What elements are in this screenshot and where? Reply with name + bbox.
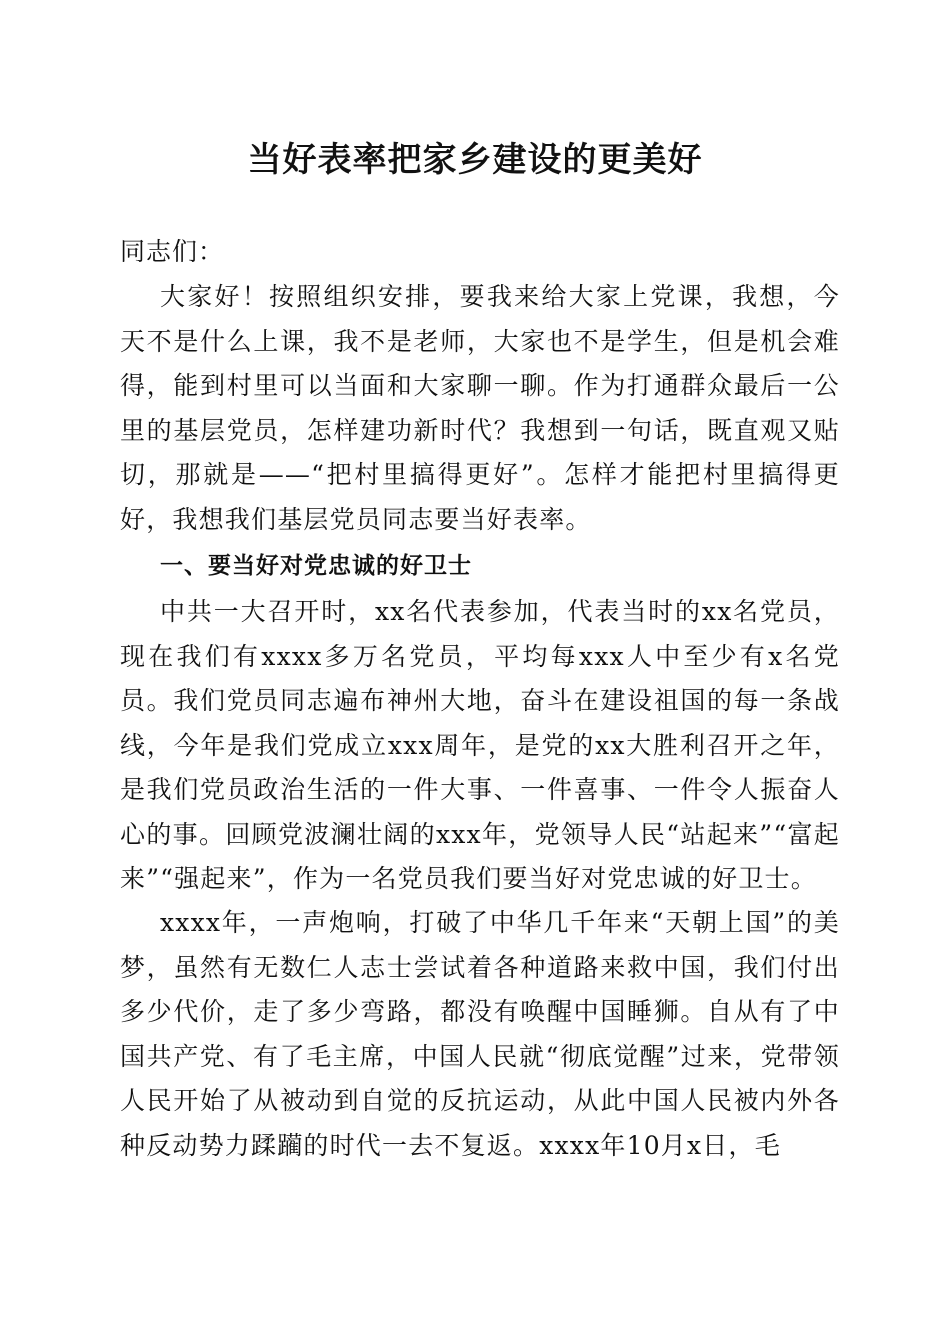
paragraph-party-history: 中共一大召开时，xx名代表参加，代表当时的xx名党员，现在我们有xxxx多万名党员，平均每xxx人中至少有x名党员。我们党员同志遍布神州大地，奋斗在建设祖国的每一条战线，今年是我们党成立xxx周年，是党的xx大胜利召开之年，是我们党员政治生活的一件大事、一件喜事、一件令人振奋人心的事。回顾党波澜壮阔的xxx年，党领导人民“站起来”“富起来”“强起来”，作为一名党员我们要当好对党忠诚的好卫士。 bbox=[120, 597, 840, 893]
page-title: 当好表率把家乡建设的更美好 bbox=[247, 140, 703, 180]
section-heading: 一、要当好对党忠诚的好卫士 bbox=[160, 553, 472, 579]
paragraph-intro: 大家好！按照组织安排，要我来给大家上党课，我想，今天不是什么上课，我不是老师，大家也不是学生，但是机会难得，能到村里可以当面和大家聊一聊。作为打通群众最后一公里的基层党员，怎样建功新时代？我想到一句话，既直观又贴切，那就是——“把村里搞得更好”。怎样才能把村里搞得更好，我想我们基层党员同志要当好表率。 bbox=[120, 282, 840, 534]
salutation: 同志们： bbox=[120, 237, 225, 266]
paragraph-awakening: xxxx年，一声炮响，打破了中华几千年来“天朝上国”的美梦，虽然有无数仁人志士尝试着各种道路来救中国，我们付出多少代价，走了多少弯路，都没有唤醒中国睡狮。自从有了中国共产党、有了毛主席，中国人民就“彻底觉醒”过来，党带领人民开始了从被动到自觉的反抗运动，从此中国人民被内外各种反动势力蹂躏的时代一去不复返。xxxx年10月x日，毛 bbox=[120, 908, 840, 1160]
